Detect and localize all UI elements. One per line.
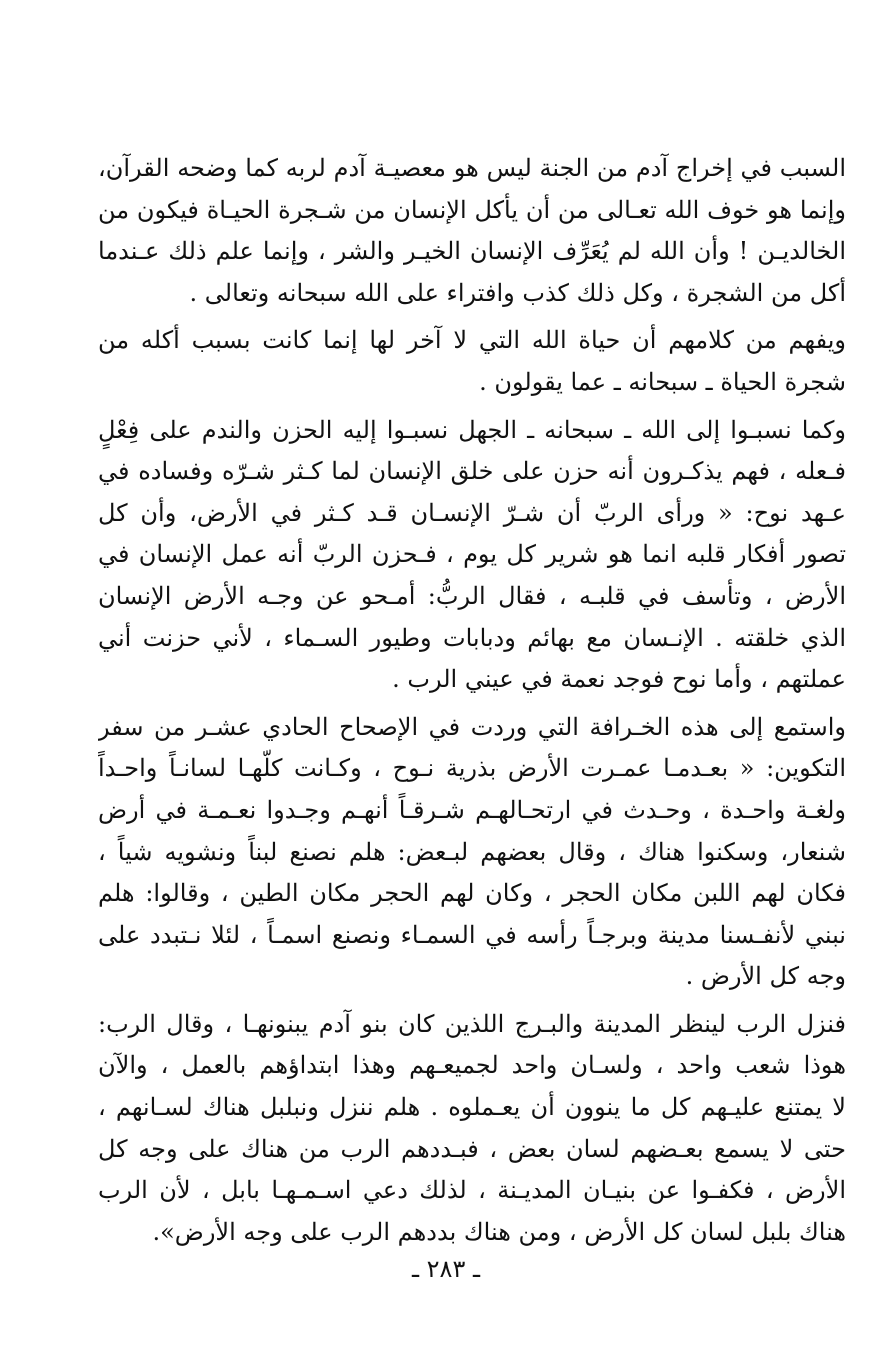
- text-line: عملتهم ، وأما نوح فوجد نعمة في عيني الرب .: [392, 665, 846, 694]
- page-number: ـ ٢٨٣ ـ: [411, 1255, 480, 1283]
- paragraph: [98, 148, 846, 314]
- text-line: التكوين: « بعـدمـا عمـرت الأرض بذرية نـوح ، وكـانت كلّهـا لسانـاً واحـداً: [98, 754, 846, 783]
- text-line: وإنما هو خوف الله تعـالى من أن يأكل الإنسان من شـجرة الحيـاة فيكون من: [98, 195, 846, 224]
- text-line: شنعار، وسكنوا هناك ، وقال بعضهم لبـعض: هلم نصنع لبناً ونشويه شياً ،: [98, 837, 846, 866]
- text-line: الخالديـن ! وأن الله لم يُعَرِّف الإنسان الخيـر والشر ، وإنما علم ذلك عـندما: [98, 237, 846, 266]
- text-line: وكما نسبـوا إلى الله ـ سبحانه ـ الجهل نسبـوا إليه الحزن والندم على فِعْلٍ: [98, 415, 846, 444]
- paragraph: [98, 1004, 846, 1254]
- text-line: نبني لأنفـسنا مدينة وبرجـاً رأسه في السمـاء ونصنع اسمـاً ، لئلا نـتبدد على: [98, 920, 846, 949]
- paragraph: [98, 410, 846, 701]
- text-line: السبب في إخراج آدم من الجنة ليس هو معصيـة آدم لربه كما وضحه القرآن،: [98, 154, 846, 182]
- text-line: الأرض ، فكفـوا عن بنيـان المديـنة ، لذلك دعي اسـمـهـا بابل ، لأن الرب: [98, 1176, 846, 1205]
- text-line: فكان لهم اللبن مكان الحجر ، وكان لهم الحجر مكان الطين ، وقالوا: هلم: [98, 879, 846, 908]
- text-line: هوذا شعب واحد ، ولسـان واحد لجميعـهم وهذا ابتداؤهم بالعمل ، والآن: [98, 1051, 846, 1080]
- text-line: فنزل الرب لينظر المدينة والبـرج اللذين كان بنو آدم يبنونهـا ، وقال الرب:: [98, 1009, 846, 1038]
- text-line: ولغـة واحـدة ، وحـدث في ارتحـالهـم شـرقـاً أنهـم وجـدوا نعـمـة في أرض: [98, 795, 846, 824]
- text-line: شجرة الحياة ـ سبحانه ـ عما يقولون .: [479, 367, 846, 396]
- text-line: حتى لا يسمع بعـضهم لسان بعض ، فبـددهم الرب من هناك على وجه كل: [98, 1134, 846, 1163]
- text-line: أكل من الشجرة ، وكل ذلك كذب وافتراء على الله سبحانه وتعالى .: [189, 278, 846, 307]
- text-line: لا يمتنع عليـهم كل ما ينوون أن يعـملوه . هلم ننزل ونبلبل هناك لسـانهم ،: [98, 1093, 846, 1122]
- text-line: عـهد نوح: « ورأى الربّ أن شـرّ الإنسـان قـد كـثر في الأرض، وأن كل: [98, 498, 846, 527]
- body-text: [98, 148, 846, 1253]
- text-line: هناك بلبل لسان كل الأرض ، ومن هناك بددهم الرب على وجه الأرض».: [152, 1217, 846, 1246]
- text-line: ويفهم من كلامهم أن حياة الله التي لا آخر لها إنما كانت بسبب أكله من: [98, 326, 846, 355]
- text-line: تصور أفكار قلبه انما هو شرير كل يوم ، فـحزن الربّ أنه عمل الإنسان في: [98, 540, 846, 569]
- text-line: وجه كل الأرض .: [685, 962, 846, 991]
- text-line: واستمع إلى هذه الخـرافة التي وردت في الإصحاح الحادي عشـر من سفر: [98, 712, 846, 741]
- paragraph: [98, 320, 846, 403]
- text-line: الأرض ، وتأسف في قلبـه ، فقال الربُّ: أمـحو عن وجـه الأرض الإنسان: [98, 581, 846, 610]
- text-line: فـعله ، فهم يذكـرون أنه حزن على خلق الإنسان لما كـثر شـرّه وفساده في: [98, 457, 846, 486]
- text-line: الذي خلقته . الإنـسان مع بهائم ودبابات وطيور السـماء ، لأني حزنت أني: [98, 623, 846, 652]
- paragraph: [98, 707, 846, 998]
